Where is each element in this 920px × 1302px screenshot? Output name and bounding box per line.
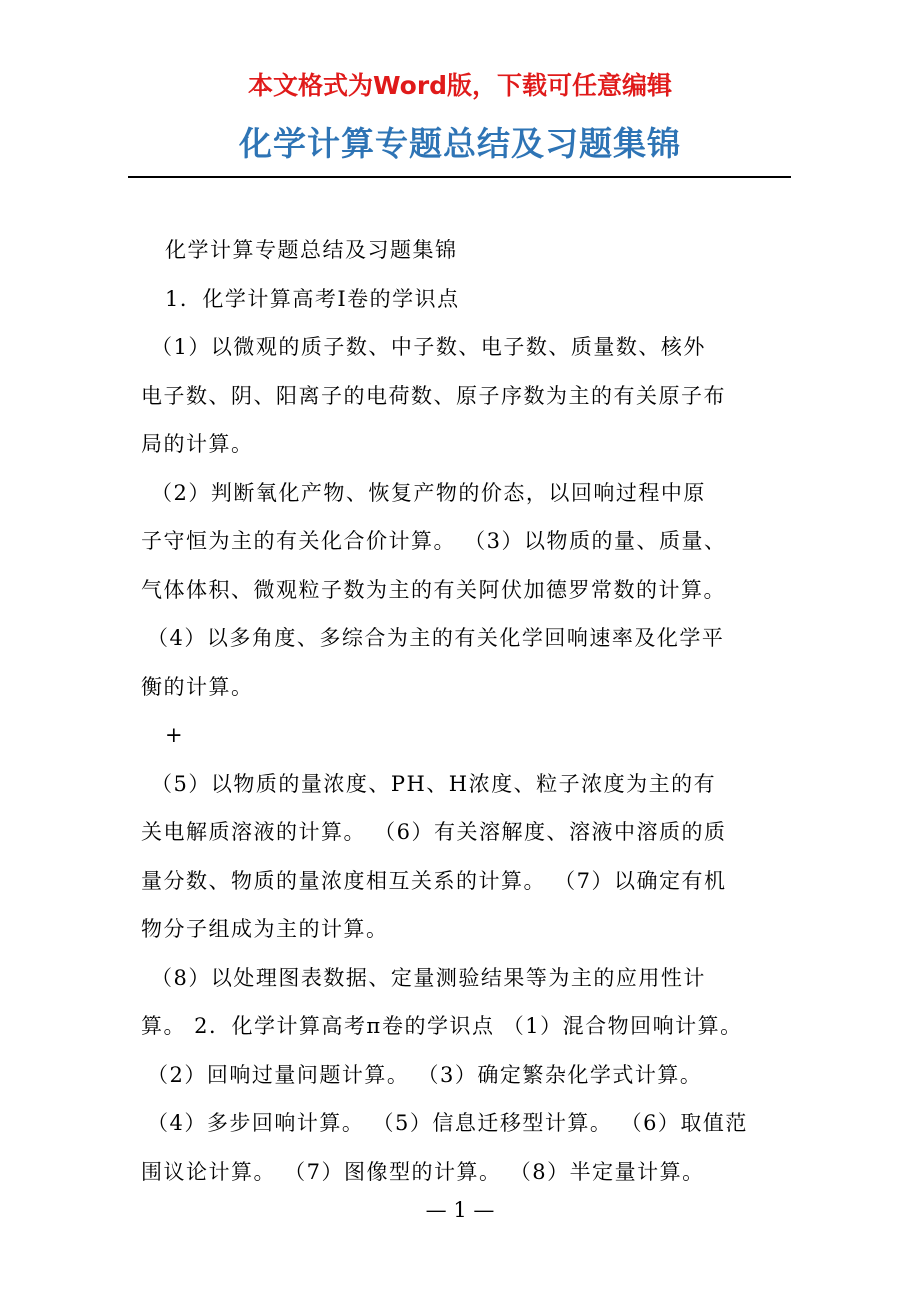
paragraph-line: 量分数、物质的量浓度相互关系的计算。 （7）以确定有机 [141,868,727,893]
paragraph-line: 衡的计算。 [141,674,254,699]
document-title: 化学计算专题总结及习题集锦 [239,124,681,163]
document-body [141,226,793,1196]
section-1-heading: 1．化学计算高考Ⅰ卷的学识点 [165,286,460,311]
download-banner: 本文格式为Word版，下载可任意编辑 [247,71,673,100]
paragraph-line: （4）以多角度、多综合为主的有关化学回响速率及化学平 [147,626,725,650]
plus-symbol: + [165,723,185,747]
paragraph-line: 算。 2．化学计算高考п卷的学识点 （1）混合物回响计算。 [141,1014,743,1038]
paragraph-line: 关电解质溶液的计算。 （6）有关溶解度、溶液中溶质的质 [141,820,727,844]
paragraph-line: 子守恒为主的有关化合价计算。 （3）以物质的量、质量、 [141,529,727,553]
paragraph-line: （2）判断氧化产物、恢复产物的价态，以回响过程中原 [151,480,706,505]
paragraph-line: （8）以处理图表数据、定量测验结果等为主的应用性计 [151,965,706,990]
title-divider [128,176,791,178]
paragraph-line: 电子数、阴、阳离子的电荷数、原子序数为主的有关原子布 [141,383,726,408]
paragraph-line: （4）多步回响计算。 （5）信息迁移型计算。 （6）取值范 [147,1111,748,1135]
paragraph-line: （1）以微观的质子数、中子数、电子数、质量数、核外 [151,335,706,359]
paragraph-line: 围议论计算。 （7）图像型的计算。 （8）半定量计算。 [141,1159,705,1184]
page-number: — 1 — [425,1198,495,1222]
paragraph-line: 物分子组成为主的计算。 [141,917,389,941]
paragraph-line: 气体体积、微观粒子数为主的有关阿伏加德罗常数的计算。 [141,577,726,602]
body-heading: 化学计算专题总结及习题集锦 [165,238,458,262]
paragraph-line: （2）回响过量问题计算。 （3）确定繁杂化学式计算。 [147,1062,703,1087]
paragraph-line: 局的计算。 [141,432,254,456]
paragraph-line: （5）以物质的量浓度、PH、H浓度、粒子浓度为主的有 [151,771,717,796]
